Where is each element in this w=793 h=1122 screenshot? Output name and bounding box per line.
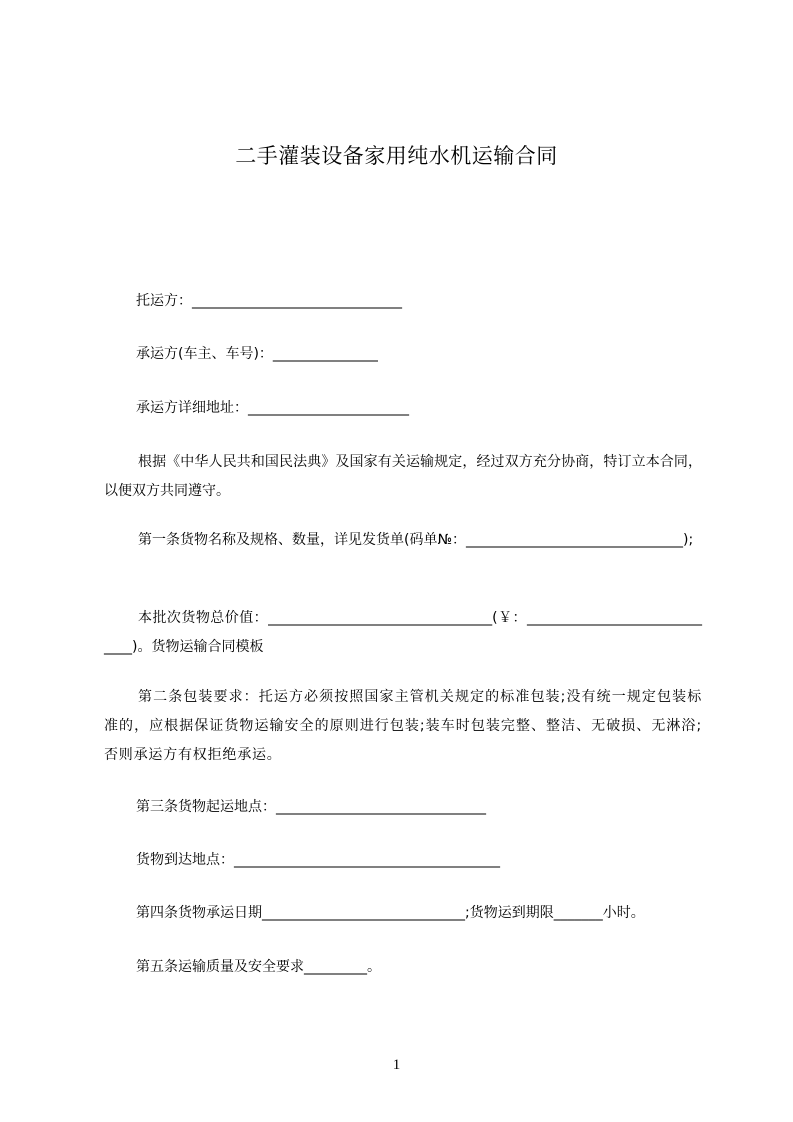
destination-line: 货物到达地点：______________________________________ [136,852,500,868]
total-value-paragraph: 本批次货物总价值：________________________________(￥：_____________________________)。货物运输合同模板 [104,610,702,655]
consignor-line: 托运方：______________________________ [136,293,402,309]
article-5-line: 第五条运输质量及安全要求_________。 [136,959,381,975]
article-3-line: 第三条货物起运地点：______________________________ [136,799,486,815]
carrier-line: 承运方(车主、车号)：_______________ [136,346,378,362]
preamble-paragraph: 根据《中华人民共和国民法典》及国家有关运输规定，经过双方充分协商，特订立本合同，以便双方共同遵守。 [104,454,702,499]
contract-title: 二手灌装设备家用纯水机运输合同 [235,144,558,168]
page-number: 1 [392,1057,401,1073]
article-2-paragraph: 第二条包装要求：托运方必须按照国家主管机关规定的标准包装;没有统一规定包装标准的，应根据保证货物运输安全的原则进行包装;装车时包装完整、整洁、无破损、无淋浴;否则承运方有权拒绝承运。 [104,689,702,763]
article-4-line: 第四条货物承运日期_____________________________;货物运到期限_______小时。 [136,905,645,921]
carrier-address-line: 承运方详细地址：_______________________ [136,400,409,416]
article-1-paragraph: 第一条货物名称及规格、数量，详见发货单(码单№：_______________________________); [138,532,694,548]
